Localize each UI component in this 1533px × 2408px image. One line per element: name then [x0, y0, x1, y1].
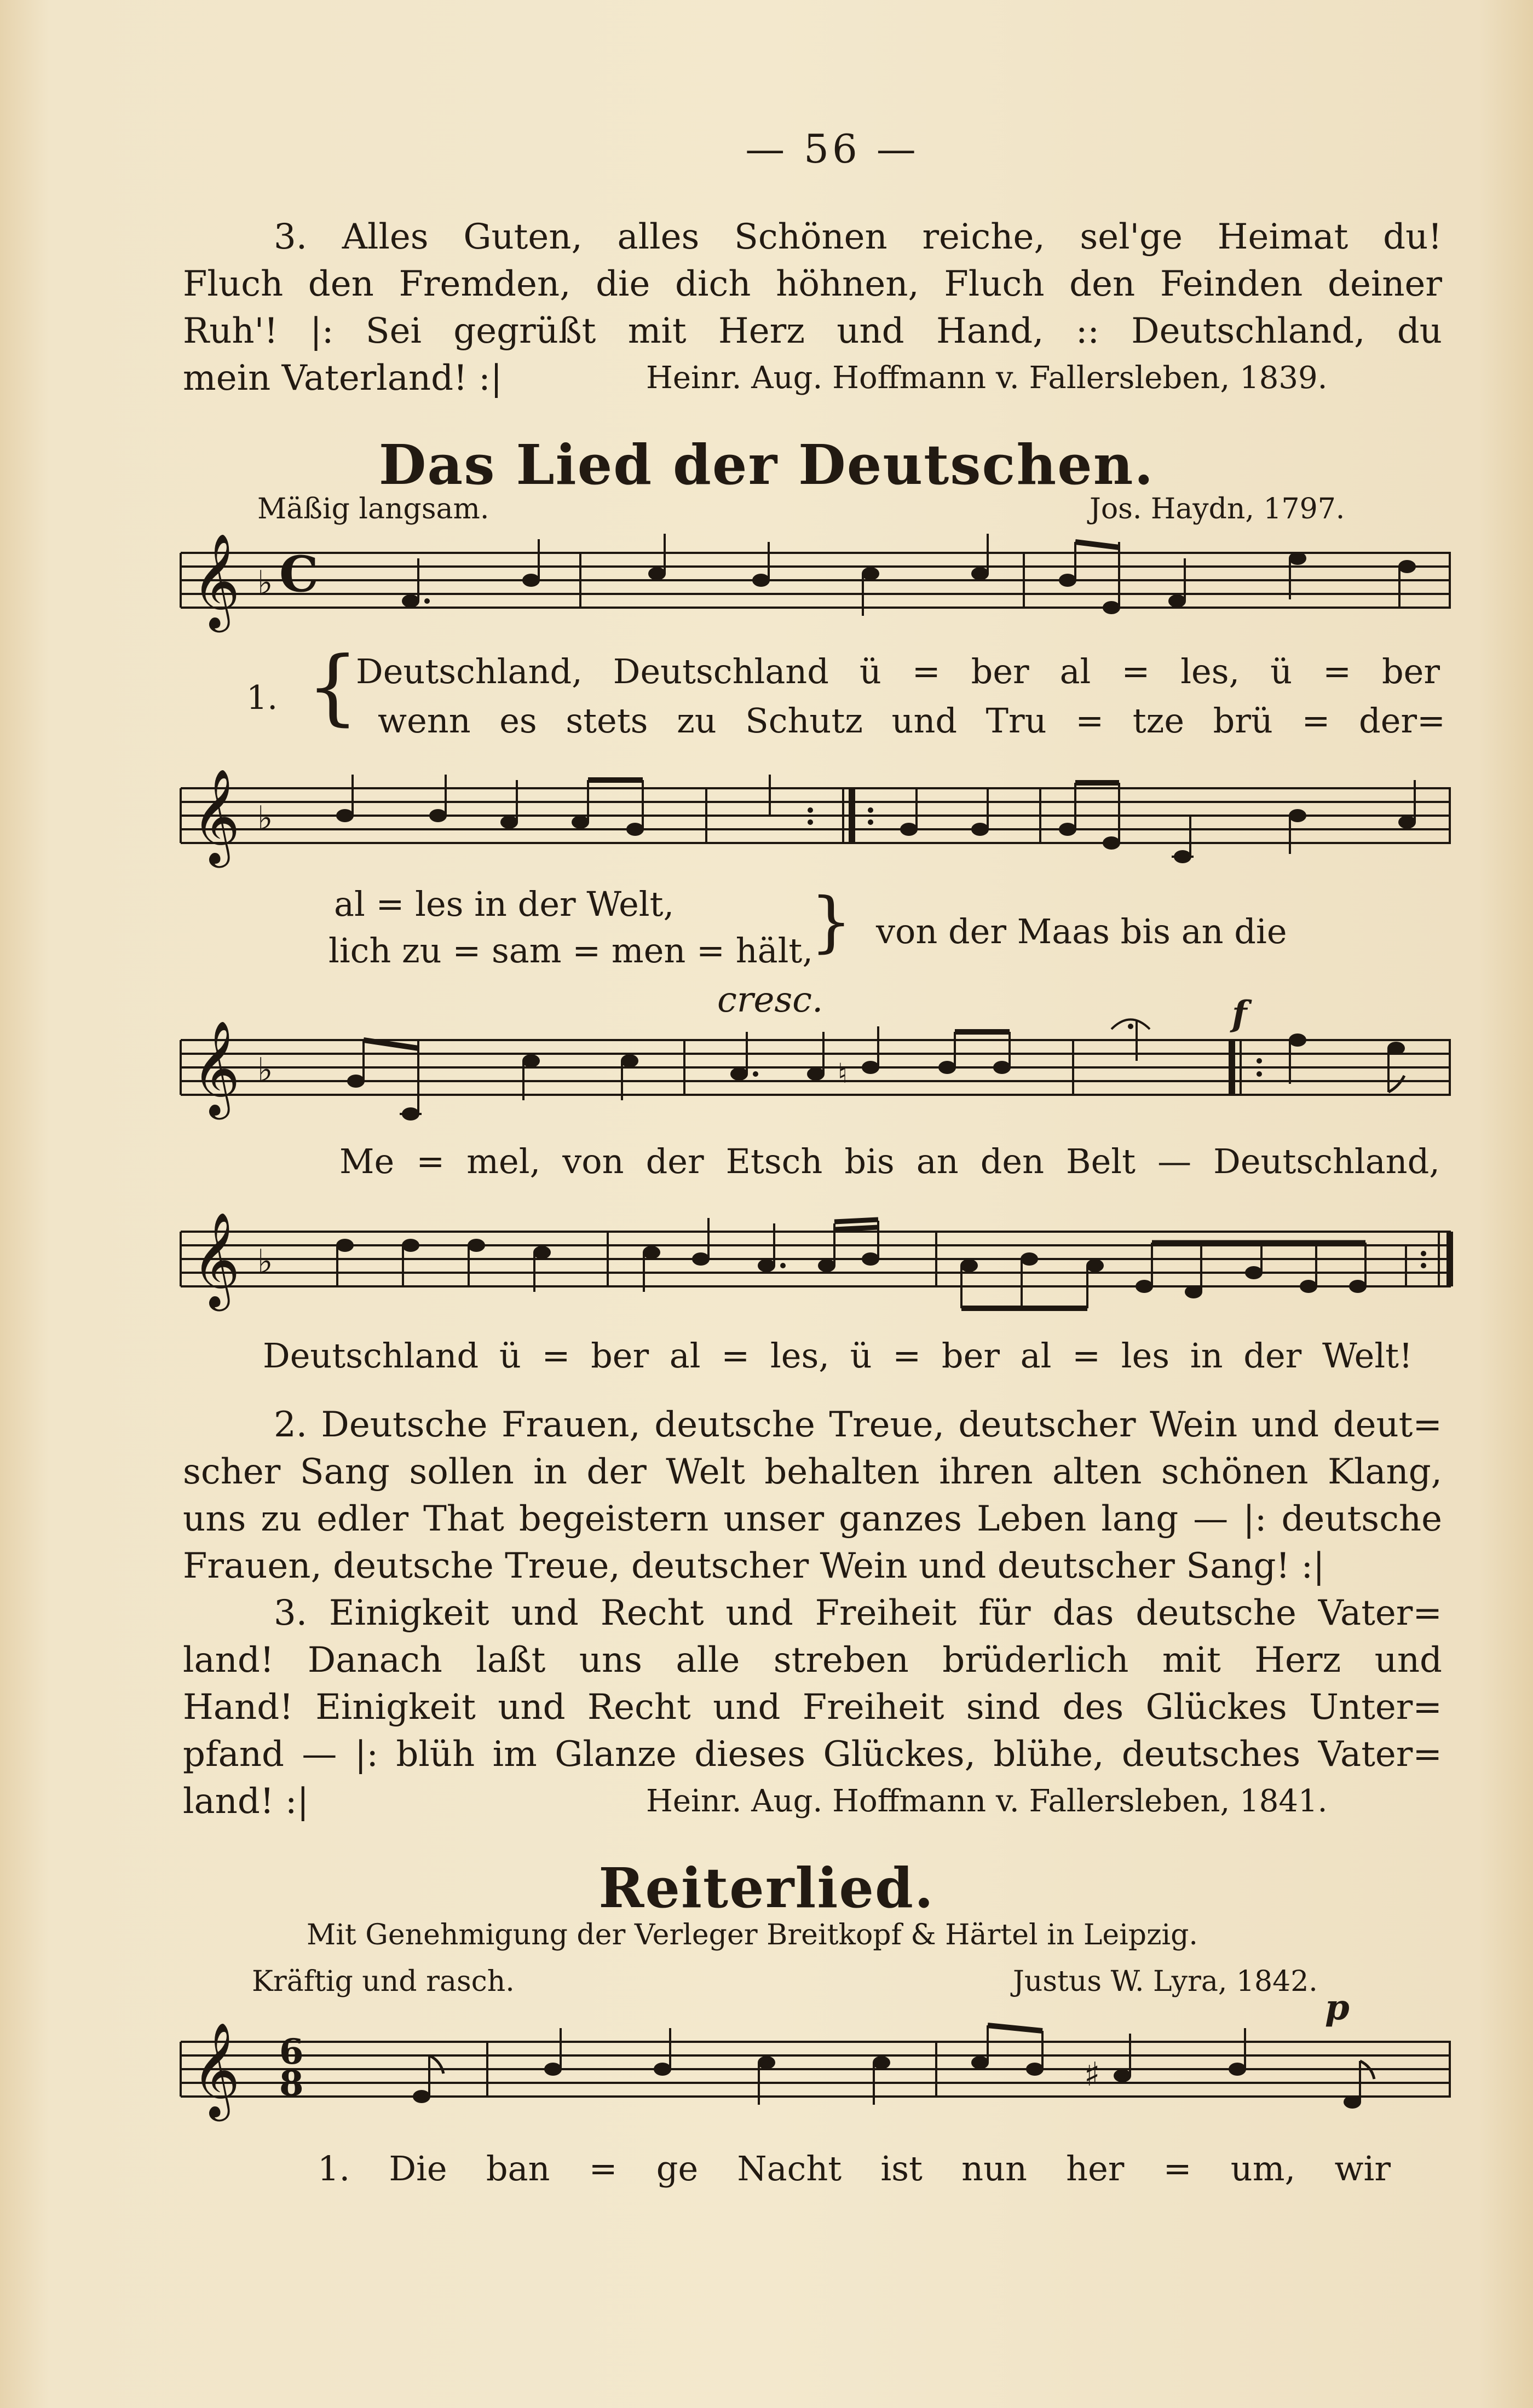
- syllable: tze: [1132, 701, 1185, 741]
- time-signature-bottom: 8: [279, 2063, 304, 2104]
- syllable: al: [1059, 651, 1091, 691]
- syllable: und: [891, 701, 958, 741]
- lyrics-row-4: Deutschland ü = ber al = les, ü = ber al = les in der Welt!: [263, 1336, 1413, 1376]
- syllable: Deutschland,: [356, 651, 583, 691]
- tempo-marking: Mäßig langsam.: [257, 493, 489, 526]
- treble-clef-icon: 𝄞: [192, 769, 240, 864]
- prev-song-credit: Heinr. Aug. Hoffmann v. Fallersleben, 1839.: [646, 360, 1328, 396]
- syllable: ber: [971, 651, 1029, 691]
- syllable: =: [1301, 701, 1330, 741]
- treble-clef-icon: 𝄞: [192, 533, 240, 628]
- flat-icon: ♭: [257, 564, 273, 602]
- lyrics-row-1a: [356, 651, 1440, 691]
- piano-marking: p: [1325, 1987, 1350, 2028]
- prev-song-line-1: 3. Alles Guten, alles Schönen reiche, sel'ge Heimat du!: [274, 217, 1442, 257]
- verse-3-line-5: land! :|: [183, 1781, 309, 1822]
- syllable: =: [1121, 651, 1150, 691]
- verse-2-line-2: scher Sang sollen in der Welt behalten ihren alten schönen Klang,: [183, 1452, 1442, 1492]
- svg-text:♯: ♯: [1084, 2055, 1100, 2094]
- song-2-composer: Justus W. Lyra, 1842.: [1013, 1965, 1318, 1998]
- music-staff-1: [181, 533, 1451, 651]
- flat-icon: ♭: [257, 1243, 273, 1281]
- treble-clef-icon: 𝄞: [192, 1212, 240, 1307]
- lyrics-row-3: Me = mel, von der Etsch bis an den Belt — Deutschland,: [339, 1141, 1440, 1181]
- verse-2-line-3: uns zu edler That begeistern unser ganzes Leben lang — |: deutsche: [183, 1499, 1442, 1539]
- common-time-icon: C: [279, 545, 319, 603]
- verse-3-line-4: pfand — |: blüh im Glanze dieses Glückes, blühe, deutsches Vater=: [183, 1734, 1442, 1775]
- forte-marking: f: [1232, 994, 1247, 1035]
- music-staff-5: [181, 2022, 1451, 2157]
- lyrics-row-2c: von der Maas bis an die: [876, 911, 1287, 951]
- verse-3-line-2: land! Danach laßt uns alle streben brüderlich mit Herz und: [183, 1640, 1442, 1681]
- song-credit: Heinr. Aug. Hoffmann v. Fallersleben, 1841.: [646, 1783, 1328, 1819]
- syllable: Schutz: [745, 701, 863, 741]
- syllable: =: [912, 651, 941, 691]
- verse-2-line-4: Frauen, deutsche Treue, deutscher Wein und deutscher Sang! :|: [183, 1546, 1325, 1586]
- syllable: =: [1075, 701, 1104, 741]
- closing-brace-icon: }: [810, 884, 852, 960]
- song-2-tempo: Kräftig und rasch.: [252, 1965, 515, 1998]
- music-staff-2: [181, 769, 1451, 881]
- syllable: der=: [1359, 701, 1445, 741]
- syllable: ber: [1381, 651, 1440, 691]
- syllable: ü: [859, 651, 881, 691]
- syllable: wenn: [378, 701, 471, 741]
- permission-note: Mit Genehmigung der Verleger Breitkopf & Härtel in Leipzig.: [307, 1919, 1198, 1951]
- notes-staff-1: [402, 534, 1416, 616]
- syllable: es: [499, 701, 537, 741]
- syllable: zu: [677, 701, 717, 741]
- crescendo-marking: cresc.: [717, 980, 823, 1020]
- song-2-title: Reiterlied.: [598, 1856, 935, 1920]
- time-signature-top: 6: [279, 2031, 304, 2072]
- prev-song-line-2: Fluch den Fremden, die dich höhnen, Fluch den Feinden deiner: [183, 264, 1442, 304]
- lyrics-row-2b: lich zu = sam = men = hält,: [328, 931, 814, 971]
- lyrics-row-2a: al = les in der Welt,: [334, 884, 675, 924]
- flat-icon: ♭: [257, 799, 273, 838]
- syllable: Deutschland: [613, 651, 829, 691]
- treble-clef-icon: 𝄞: [192, 2022, 240, 2117]
- prev-song-line-3: Ruh'! |: Sei gegrüßt mit Herz und Hand, :: Deutschland, du: [183, 311, 1442, 351]
- page-number: — 56 —: [745, 126, 919, 172]
- music-staff-4: [181, 1212, 1451, 1325]
- svg-text:♮: ♮: [838, 1058, 848, 1089]
- brace-icon: {: [307, 639, 359, 735]
- syllable: ü: [1270, 651, 1293, 691]
- syllable: les,: [1180, 651, 1240, 691]
- flat-icon: ♭: [257, 1051, 273, 1089]
- verse-2-line-1: 2. Deutsche Frauen, deutsche Treue, deutscher Wein und deut=: [274, 1405, 1442, 1445]
- syllable: Tru: [986, 701, 1047, 741]
- verse-3-line-3: Hand! Einigkeit und Recht und Freiheit sind des Glückes Unter=: [183, 1687, 1442, 1728]
- syllable: =: [1323, 651, 1352, 691]
- syllable: brü: [1213, 701, 1273, 741]
- verse-3-line-1: 3. Einigkeit und Recht und Freiheit für das deutsche Vater=: [274, 1593, 1442, 1633]
- verse-number: 1.: [246, 679, 278, 717]
- treble-clef-icon: 𝄞: [192, 1020, 240, 1116]
- notes-staff-3: [347, 1020, 1405, 1121]
- music-staff-3: [181, 1020, 1451, 1133]
- song-2-lyrics: 1. Die ban = ge Nacht ist nun her = um, wir: [318, 2149, 1391, 2188]
- syllable: stets: [566, 701, 648, 741]
- prev-song-line-4: mein Vaterland! :|: [183, 358, 503, 399]
- lyrics-row-1b: [378, 701, 1445, 741]
- song-title: Das Lied der Deutschen.: [378, 432, 1155, 497]
- composer-credit: Jos. Haydn, 1797.: [1090, 493, 1345, 526]
